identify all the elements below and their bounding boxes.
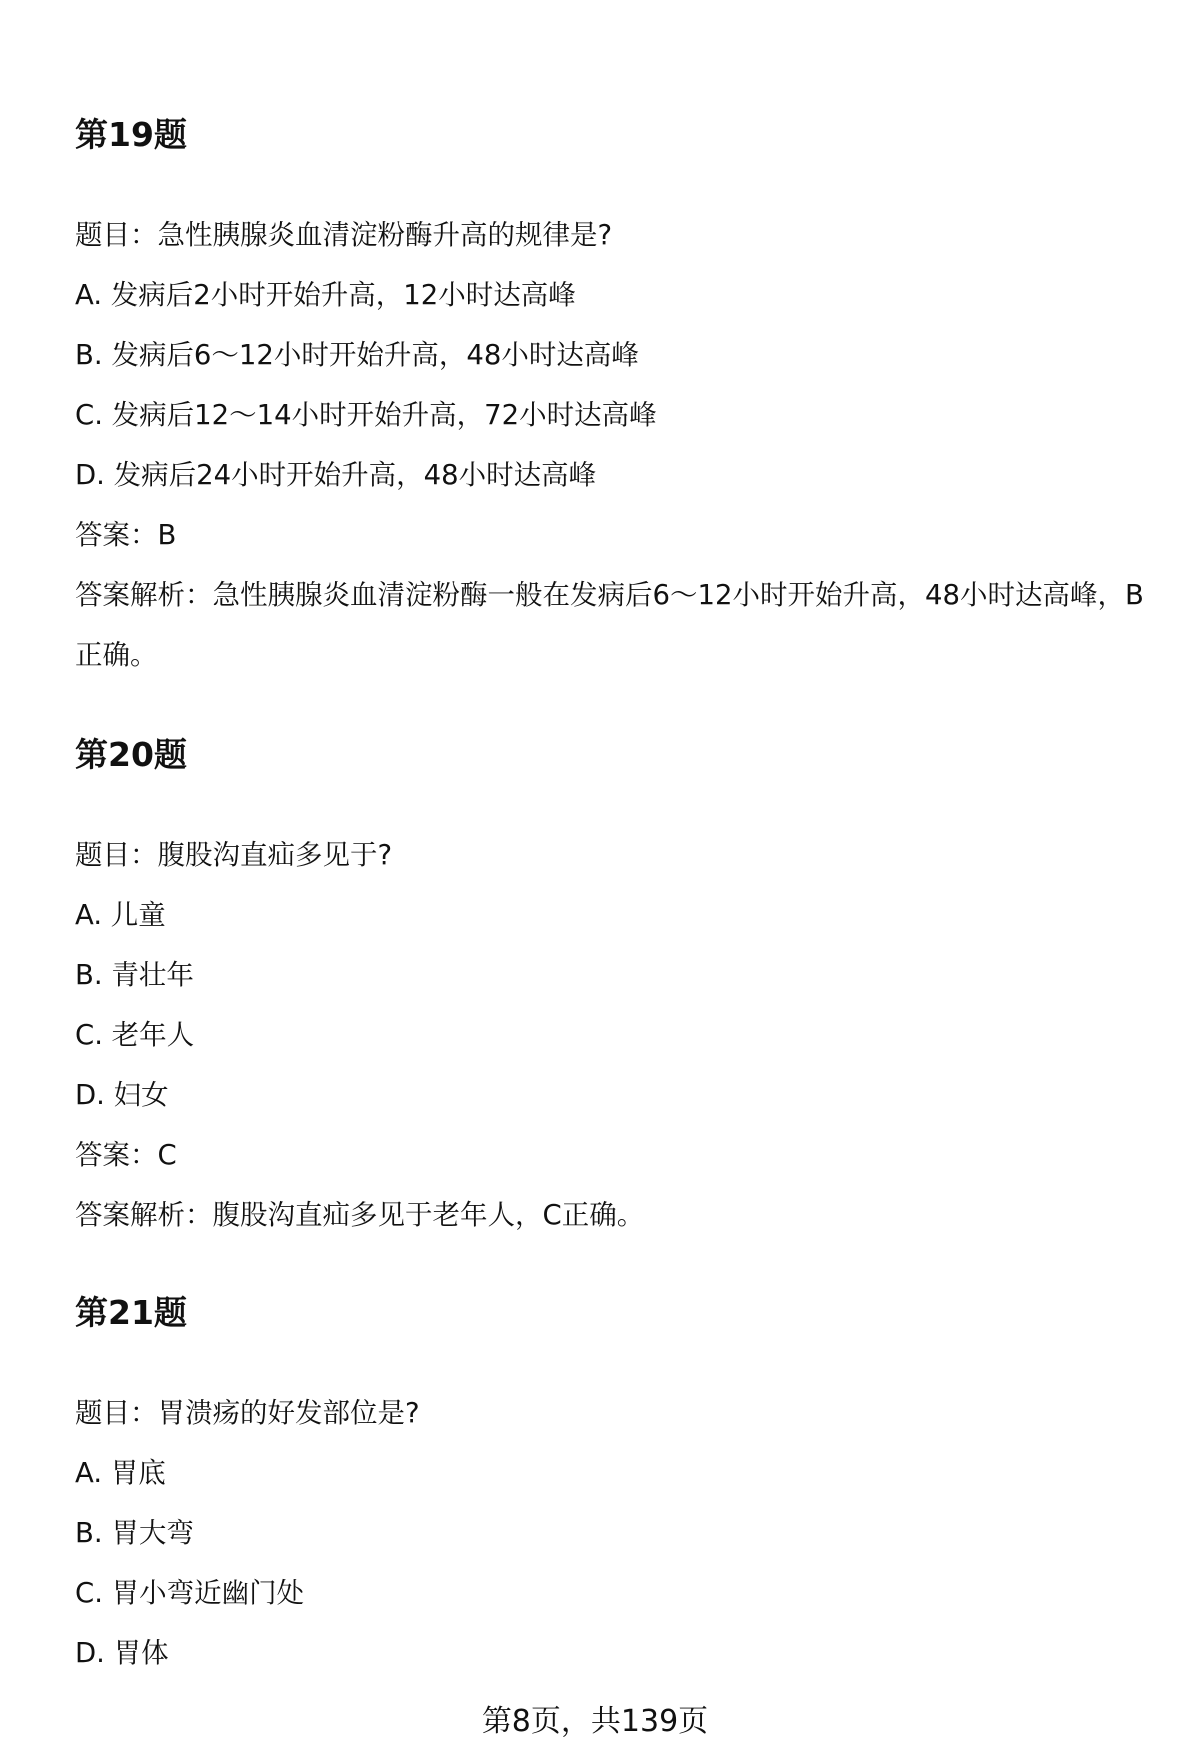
option-a: A. 儿童 (75, 899, 166, 931)
option-d: D. 发病后24小时开始升高，48小时达高峰 (75, 459, 597, 491)
option-b: B. 发病后6～12小时开始升高，48小时达高峰 (75, 339, 639, 371)
option-b: B. 青壮年 (75, 959, 194, 991)
answer: 答案：C (75, 1139, 177, 1171)
option-a: A. 发病后2小时开始升高，12小时达高峰 (75, 279, 576, 311)
question-title: 第19题 (75, 115, 187, 154)
question-stem: 题目：急性胰腺炎血清淀粉酶升高的规律是? (75, 219, 613, 251)
option-c: C. 老年人 (75, 1019, 195, 1051)
option-c: C. 发病后12～14小时开始升高，72小时达高峰 (75, 399, 657, 431)
option-a: A. 胃底 (75, 1457, 166, 1489)
answer: 答案：B (75, 519, 177, 551)
option-d: D. 妇女 (75, 1079, 169, 1111)
option-b: B. 胃大弯 (75, 1517, 194, 1549)
question-stem: 题目：胃溃疡的好发部位是? (75, 1397, 420, 1429)
page-number: 第8页，共139页 (481, 1704, 709, 1739)
option-d: D. 胃体 (75, 1637, 169, 1669)
question-title: 第21题 (75, 1293, 187, 1332)
question-stem: 题目：腹股沟直疝多见于? (75, 839, 393, 871)
question-title: 第20题 (75, 735, 187, 774)
option-c: C. 胃小弯近幽门处 (75, 1577, 305, 1609)
answer-analysis: 答案解析：腹股沟直疝多见于老年人，C正确。 (75, 1199, 645, 1231)
answer-analysis: 答案解析：急性胰腺炎血清淀粉酶一般在发病后6～12小时开始升高，48小时达高峰，B正确。 (75, 579, 1144, 671)
